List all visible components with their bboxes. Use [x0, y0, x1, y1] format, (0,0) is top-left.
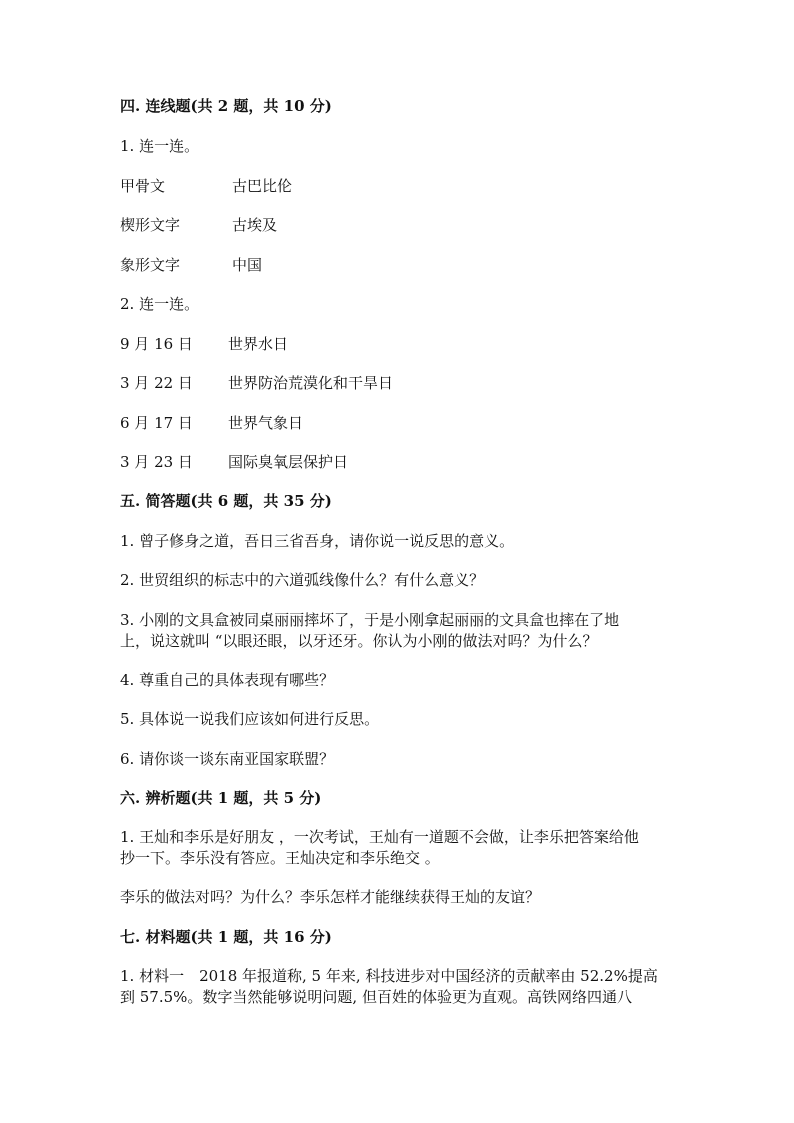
match-right-item: 世界水日 — [228, 335, 289, 353]
match-left-item: 甲骨文 — [120, 177, 166, 195]
question-text: 4. 尊重自己的具体表现有哪些？ — [120, 671, 335, 689]
question-text: 1. 王灿和李乐是好朋友 ，一次考试，王灿有一道题不会做，让李乐把答案给他 — [120, 828, 639, 846]
match-left-item: 3 月 23 日 — [120, 453, 193, 471]
match-right-item: 世界气象日 — [228, 414, 304, 432]
question-text: 5. 具体说一说我们应该如何进行反思。 — [120, 710, 380, 728]
match-right-item: 国际臭氧层保护日 — [228, 453, 349, 471]
question-prompt: 2. 连一连。 — [120, 295, 200, 313]
question-text: 李乐的做法对吗？为什么？李乐怎样才能继续获得王灿的友谊？ — [120, 888, 541, 906]
question-text: 1. 材料一 2018 年报道称, 5 年来, 科技进步对中国经济的贡献率由 52.2%提高 — [120, 967, 658, 985]
question-text: 上，说这就叫 “以眼还眼，以牙还牙。你认为小刚的做法对吗？为什么？ — [120, 632, 598, 650]
match-right-item: 古埃及 — [232, 216, 278, 234]
section-5-title: 五. 简答题(共 6 题，共 35 分) — [120, 492, 332, 510]
question-text: 3. 小刚的文具盒被同桌丽丽摔坏了，于是小刚拿起丽丽的文具盒也摔在了地 — [120, 611, 620, 629]
match-left-item: 3 月 22 日 — [120, 374, 193, 392]
section-7-title: 七. 材料题(共 1 题，共 16 分) — [120, 928, 332, 946]
match-left-item: 6 月 17 日 — [120, 414, 193, 432]
match-left-item: 楔形文字 — [120, 216, 181, 234]
section-6-title: 六. 辨析题(共 1 题，共 5 分) — [120, 789, 322, 807]
match-right-item: 世界防治荒漠化和干旱日 — [228, 374, 394, 392]
question-text: 抄一下。李乐没有答应。王灿决定和李乐绝交 。 — [120, 849, 440, 867]
match-left-item: 9 月 16 日 — [120, 335, 193, 353]
question-text: 1. 曾子修身之道，吾日三省吾身，请你说一说反思的意义。 — [120, 532, 515, 550]
section-4-title: 四. 连线题(共 2 题，共 10 分) — [120, 97, 332, 115]
match-left-item: 象形文字 — [120, 256, 181, 274]
question-text: 到 57.5%。数字当然能够说明问题, 但百姓的体验更为直观。高铁网络四通八 — [120, 988, 632, 1006]
question-text: 6. 请你谈一谈东南亚国家联盟？ — [120, 750, 335, 768]
question-text: 2. 世贸组织的标志中的六道弧线像什么？有什么意义？ — [120, 571, 485, 589]
match-right-item: 中国 — [232, 256, 263, 274]
match-right-item: 古巴比伦 — [232, 177, 293, 195]
question-prompt: 1. 连一连。 — [120, 137, 200, 155]
